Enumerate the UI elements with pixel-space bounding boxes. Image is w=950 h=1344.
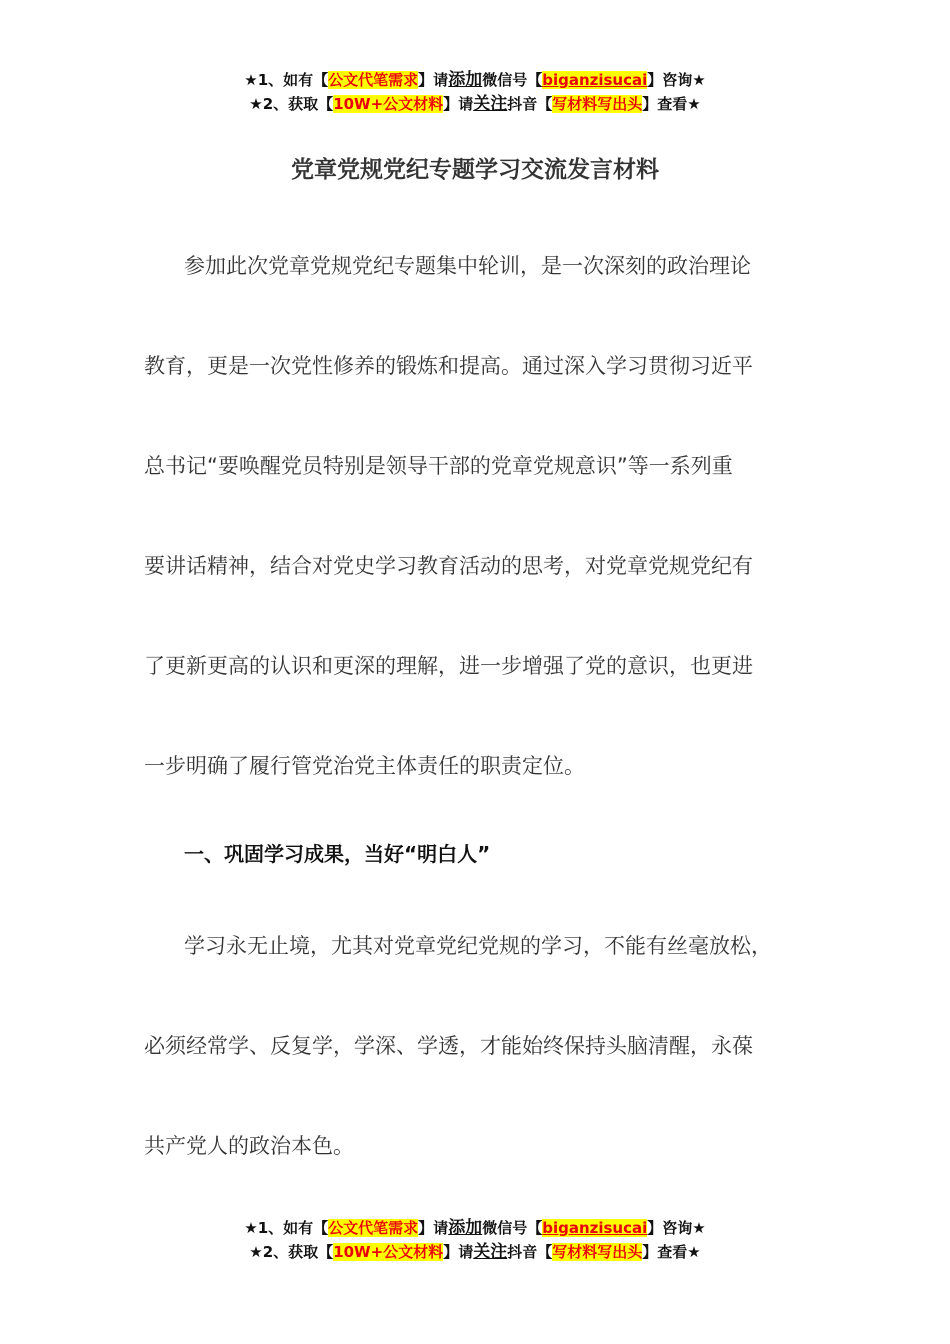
- promo-need-highlight: 公文代笔需求: [328, 71, 419, 89]
- promo-banner-bottom: [0, 1216, 950, 1264]
- promo-line-1-prefix: ★1、如有【: [244, 71, 329, 89]
- intro-line: 要讲话精神，结合对党史学习教育活动的思考，对党章党规党纪有: [144, 554, 753, 578]
- promo-line-2-prefix: ★2、获取【: [249, 1243, 334, 1261]
- section-1-line: 学习永无止境，尤其对党章党纪党规的学习，不能有丝毫放松，: [184, 934, 772, 958]
- promo-materials-highlight: 10W+公文材料: [333, 95, 444, 113]
- section-1-line: 共产党人的政治本色。: [144, 1134, 354, 1158]
- intro-line: 一步明确了履行管党治党主体责任的职责定位。: [144, 754, 585, 778]
- promo-line-1-mid2: 微信号【: [482, 1219, 543, 1237]
- promo-line-1-prefix: ★1、如有【: [244, 1219, 329, 1237]
- promo-line-1-mid1: 】请: [418, 71, 449, 89]
- promo-line-1: [0, 68, 950, 92]
- promo-need-highlight: 公文代笔需求: [328, 1219, 419, 1237]
- promo-line-2-mid2: 抖音【: [507, 1243, 553, 1261]
- promo-wechat-id[interactable]: biganzisucai: [542, 71, 648, 89]
- promo-wechat-id[interactable]: biganzisucai: [542, 1219, 648, 1237]
- promo-materials-highlight: 10W+公文材料: [333, 1243, 444, 1261]
- promo-douyin-highlight: 写材料写出头: [552, 95, 643, 113]
- intro-line: 了更新更高的认识和更深的理解，进一步增强了党的意识，也更进: [144, 654, 753, 678]
- promo-line-2-mid2: 抖音【: [507, 95, 553, 113]
- promo-line-2-prefix: ★2、获取【: [249, 95, 334, 113]
- promo-line-1-mid1: 】请: [418, 1219, 449, 1237]
- section-1-heading: 一、巩固学习成果，当好“明白人”: [184, 842, 491, 866]
- intro-line: 参加此次党章党规党纪专题集中轮训，是一次深刻的政治理论: [184, 254, 751, 278]
- promo-line-2-suffix: 】查看★: [642, 1243, 701, 1261]
- document-title: 党章党规党纪专题学习交流发言材料: [291, 157, 659, 183]
- promo-line-1: [0, 1216, 950, 1240]
- promo-line-2: [0, 1240, 950, 1264]
- intro-line: 总书记“要唤醒党员特别是领导干部的党章党规意识”等一系列重: [144, 454, 733, 478]
- section-1-line: 必须经常学、反复学，学深、学透，才能始终保持头脑清醒，永葆: [144, 1034, 753, 1058]
- promo-line-2-mid1: 】请: [443, 95, 474, 113]
- promo-line-1-suffix: 】咨询★: [647, 71, 706, 89]
- promo-line-1-mid2: 微信号【: [482, 71, 543, 89]
- intro-line: 教育，更是一次党性修养的锻炼和提高。通过深入学习贯彻习近平: [144, 354, 753, 378]
- promo-add-text: 添加: [448, 1218, 483, 1238]
- promo-line-2-suffix: 】查看★: [642, 95, 701, 113]
- promo-follow-text: 关注: [473, 94, 508, 114]
- promo-line-1-suffix: 】咨询★: [647, 1219, 706, 1237]
- promo-douyin-highlight: 写材料写出头: [552, 1243, 643, 1261]
- promo-line-2: [0, 92, 950, 116]
- promo-banner-top: [0, 68, 950, 116]
- promo-add-text: 添加: [448, 70, 483, 90]
- promo-follow-text: 关注: [473, 1242, 508, 1262]
- promo-line-2-mid1: 】请: [443, 1243, 474, 1261]
